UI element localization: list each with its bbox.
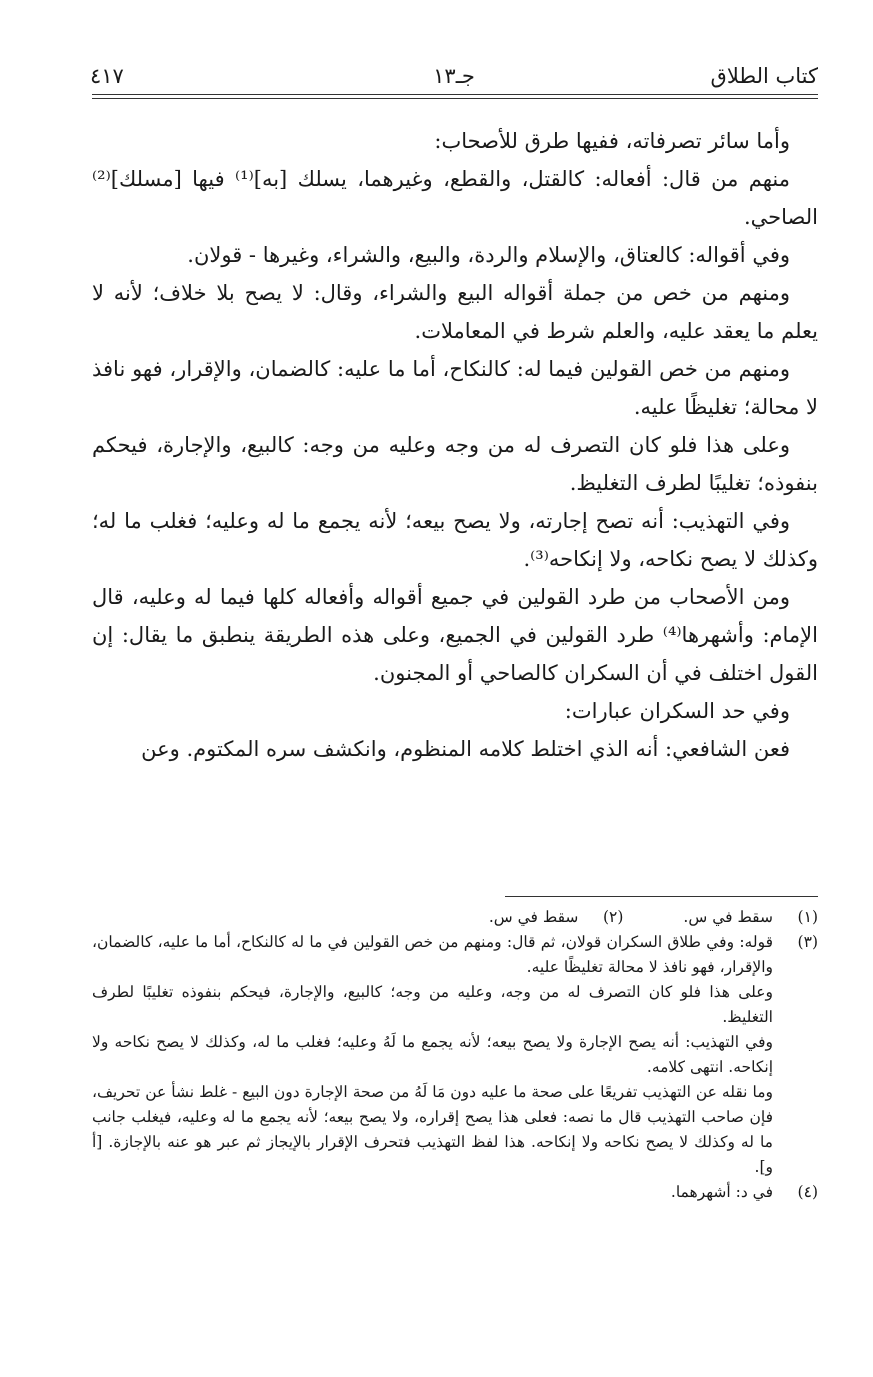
- footnote-separator: [505, 896, 818, 897]
- main-text: [92, 122, 818, 768]
- paragraph: ومنهم من خص القولين فيما له: كالنكاح، أما ما عليه: كالضمان، والإقرار، فهو نافذ لا محالة؛ تغليظًا عليه.: [92, 357, 818, 419]
- paragraph: منهم من قال: أفعاله: كالقتل، والقطع، وغيرهما، يسلك [به]⁽¹⁾ فيها [مسلك]⁽²⁾ الصاحي.: [92, 167, 818, 229]
- footnote-text: سقط في س.: [488, 908, 579, 926]
- footnote-3: [92, 930, 818, 1180]
- paragraph: وعلى هذا فلو كان التصرف له من وجه وعليه من وجه: كالبيع، والإجارة، فيحكم بنفوذه؛ تغليبًا لطرف التغليظ.: [92, 433, 818, 495]
- paragraph: وفي أقواله: كالعتاق، والإسلام والردة، والبيع، والشراء، وغيرها - قولان.: [187, 243, 790, 267]
- footnote-line: وما نقله عن التهذيب تفريعًا على صحة ما عليه دون مَا لَهُ من صحة الإجارة دون البيع - غلط نشأ عن تحريف، فإن صاحب التهذيب قال ما نصه: فعلى هذا يصح إقراره، ولا يصح بيعه؛ لأنه يجمع ما له وعليه، فيغلب جانب ما له وكذلك لا يصح نكاحه ولا إنكاحه. هذا لفظ التهذيب فتحرف الإقرار بالإيجاز ثم عبر هو عنه بالإجازة. [أ و].: [92, 1083, 773, 1176]
- page-header: [90, 60, 818, 90]
- footnote-line: وعلى هذا فلو كان التصرف له من وجه، وعليه من وجه؛ كالبيع، والإجارة، فيحكم بنفوذه تغليبًا لطرف التغليظ.: [92, 983, 773, 1026]
- footnote-marker: (٤): [797, 1183, 818, 1201]
- footnote-2: [489, 905, 624, 930]
- footnote-row-1-2: [92, 905, 818, 930]
- header-rule-bottom: [92, 98, 818, 99]
- footnote-text: سقط في س.: [683, 908, 773, 926]
- paragraph: وفي التهذيب: أنه تصح إجارته، ولا يصح بيعه؛ لأنه يجمع ما له وعليه؛ فغلب ما له؛ وكذلك لا يصح نكاحه، ولا إنكاحه⁽³⁾.: [92, 509, 818, 571]
- paragraph: ومنهم من خص من جملة أقواله البيع والشراء، وقال: لا يصح بلا خلاف؛ لأنه لا يعلم ما يعقد عليه، والعلم شرط في المعاملات.: [92, 281, 818, 343]
- volume-label: جـ١٣: [433, 64, 475, 88]
- footnote-1: [683, 905, 818, 930]
- chapter-title: كتاب الطلاق: [710, 64, 818, 88]
- paragraph: فعن الشافعي: أنه الذي اختلط كلامه المنظوم، وانكشف سره المكتوم. وعن: [141, 737, 790, 761]
- footnotes: [92, 905, 818, 1205]
- footnote-line: وفي التهذيب: أنه يصح الإجارة ولا يصح بيعه؛ لأنه يجمع ما لَهُ وعليه؛ فغلب ما له، وكذلك لا يصح نكاحه ولا إنكاحه. انتهى كلامه.: [92, 1033, 773, 1076]
- page-number: ٤١٧: [90, 64, 124, 88]
- footnote-marker: (١): [797, 908, 818, 926]
- footnote-4: [92, 1180, 818, 1205]
- paragraph: ومن الأصحاب من طرد القولين في جميع أقواله وأفعاله كلها فيما له وعليه، قال الإمام: وأشهرها⁽⁴⁾ طرد القولين في الجميع، وعلى هذه الطريقة ينطبق ما يقال: إن القول اختلف في أن السكران كالصاحي أو المجنون.: [92, 585, 818, 685]
- footnote-marker: (٣): [797, 933, 818, 951]
- footnote-marker: (٢): [602, 908, 624, 926]
- footnote-text: في د: أشهرهما.: [670, 1183, 773, 1201]
- header-rule-top: [92, 94, 818, 95]
- footnote-line: قوله: وفي طلاق السكران قولان، ثم قال: ومنهم من خص القولين في ما له كالنكاح، أما ما عليه، كالضمان، والإقرار، فهو نافذ لا محالة تغليظًا عليه.: [92, 933, 773, 976]
- paragraph: وأما سائر تصرفاته، ففيها طرق للأصحاب:: [434, 129, 790, 153]
- paragraph: وفي حد السكران عبارات:: [564, 699, 790, 723]
